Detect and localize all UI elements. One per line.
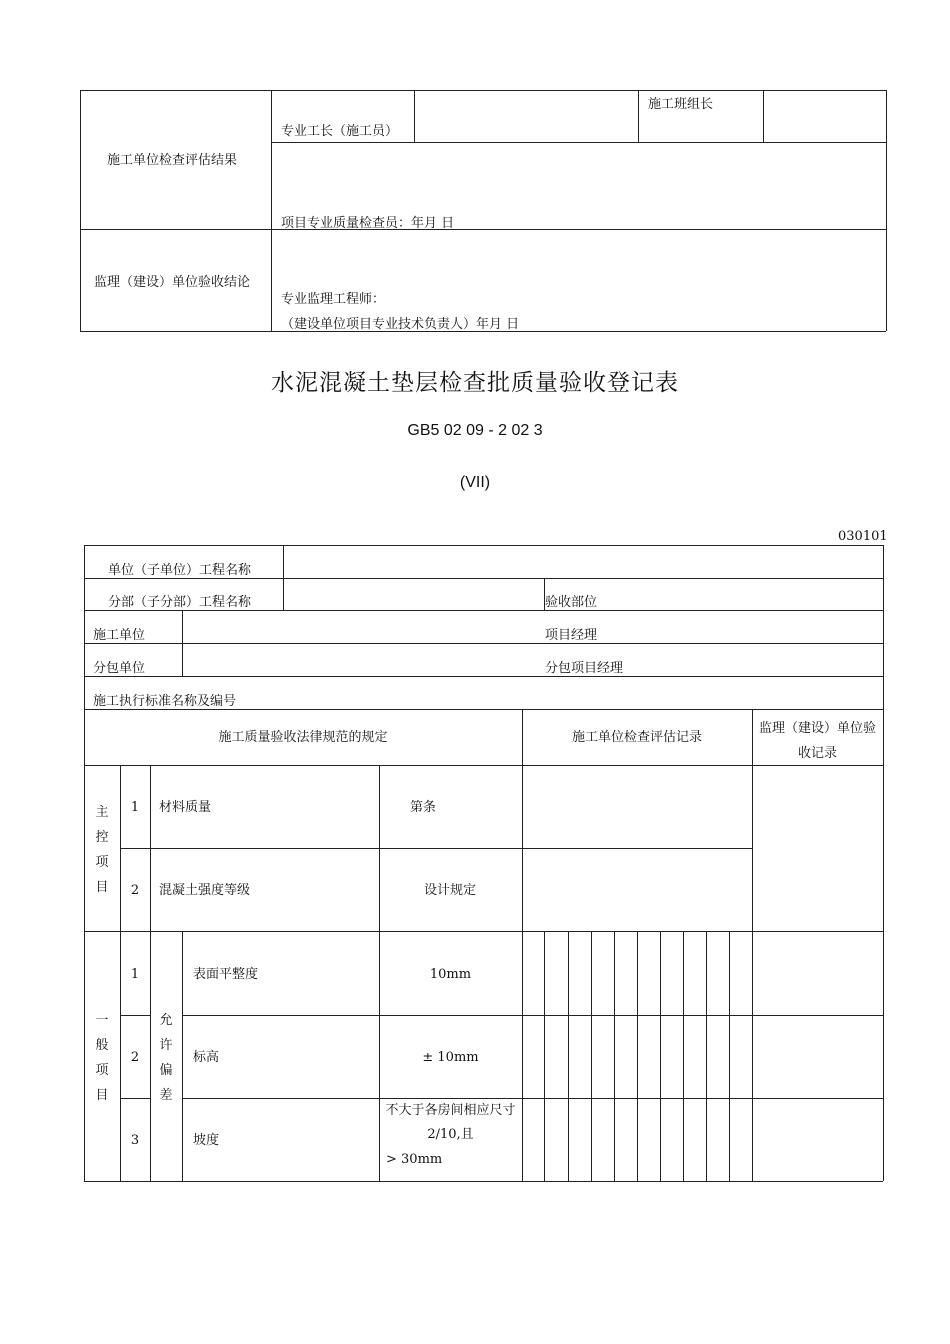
supervision-record-header-line2: 收记录: [797, 746, 837, 761]
main-item-1-no: 1: [130, 800, 140, 815]
main-item-1-requirement: 第条: [410, 800, 437, 815]
owner-tech-label: （建设单位项目专业技术负责人）年月 日: [281, 317, 520, 332]
main-item-2-name: 混凝土强度等级: [159, 883, 251, 898]
general-item-3-no: 3: [130, 1133, 140, 1148]
roman-numeral: (VII): [459, 474, 491, 491]
page-title: 水泥混凝土垫层检查批质量验收登记表: [271, 370, 679, 396]
general-item-3-requirement-line2: 2/10,且: [427, 1127, 474, 1142]
supervision-engineer-label: 专业监理工程师：: [281, 292, 386, 307]
general-item-2-requirement: ± 10mm: [422, 1050, 479, 1065]
standard-name-label: 施工执行标准名称及编号: [93, 694, 237, 709]
unit-project-label: 单位（子单位）工程名称: [108, 563, 252, 578]
tolerance-label: 允 许 偏 差: [159, 1013, 173, 1103]
general-item-3-requirement-line1: 不大于各房间相应尺寸: [385, 1103, 516, 1118]
project-manager-label: 项目经理: [545, 628, 598, 643]
general-item-1-no: 1: [130, 967, 140, 982]
general-item-2-name: 标高: [193, 1050, 220, 1065]
general-item-1-name: 表面平整度: [193, 967, 259, 982]
construction-unit-label: 施工单位: [93, 628, 146, 643]
subcontract-unit-label: 分包单位: [93, 661, 146, 676]
general-item-1-requirement: 10mm: [429, 967, 472, 982]
form-number: 030101: [838, 529, 888, 544]
spec-header: 施工质量验收法律规范的规定: [218, 730, 388, 745]
standard-code: GB5 02 09 - 2 02 3: [407, 422, 543, 439]
subcontract-manager-label: 分包项目经理: [545, 661, 624, 676]
supervision-label: 监理（建设）单位验收结论: [94, 275, 251, 290]
main-control-group-label: 主 控 项 目: [95, 805, 109, 895]
general-item-3-requirement-line3: > 30mm: [386, 1152, 443, 1167]
quality-inspector-label: 项目专业质量检查员：年月 日: [281, 216, 455, 231]
main-item-2-requirement: 设计规定: [424, 883, 477, 898]
main-item-2-no: 2: [130, 883, 140, 898]
general-item-3-name: 坡度: [193, 1133, 220, 1148]
acceptance-part-label: 验收部位: [545, 595, 598, 610]
main-item-1-name: 材料质量: [159, 800, 212, 815]
supervision-record-header-line1: 监理（建设）单位验: [758, 721, 876, 736]
construction-result-label: 施工单位检查评估结果: [107, 153, 238, 168]
sub-project-label: 分部（子分部）工程名称: [108, 595, 252, 610]
construction-record-header: 施工单位检查评估记录: [571, 730, 702, 745]
team-leader-label: 施工班组长: [648, 97, 714, 112]
foreman-label: 专业工长（施工员）: [281, 124, 399, 139]
general-group-label: 一 般 项 目: [95, 1013, 109, 1103]
general-item-2-no: 2: [130, 1050, 140, 1065]
